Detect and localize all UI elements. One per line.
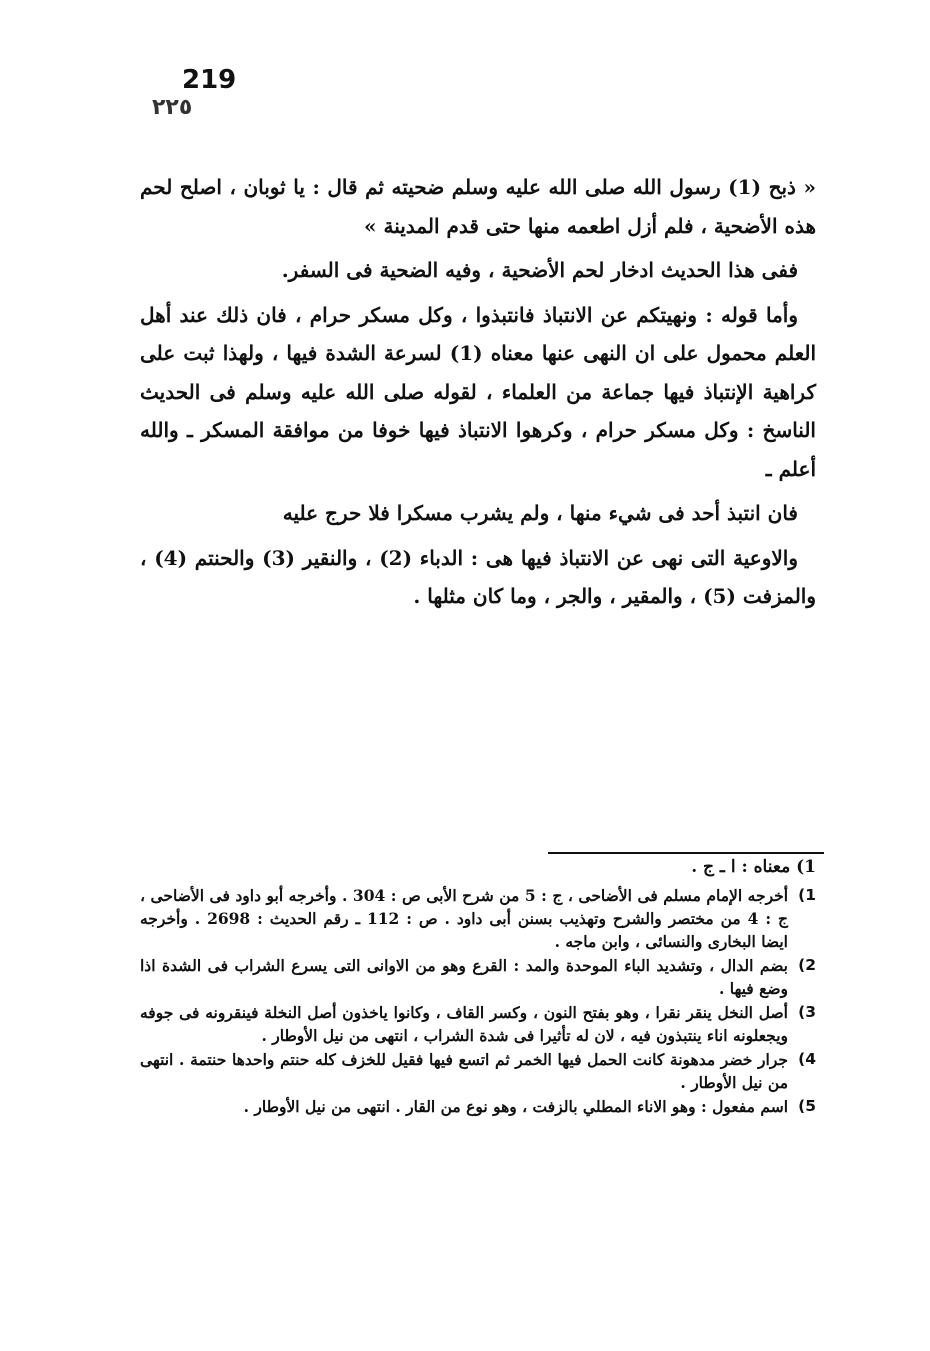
footnote-number: 3) bbox=[798, 1003, 816, 1021]
page-number: 219 bbox=[182, 65, 237, 95]
footnote-item bbox=[140, 1001, 816, 1047]
paragraph-nabidh-ruling: وأما قوله : ونهيتكم عن الانتباذ فانتبذوا ، وكل مسكر حرام ، فان ذلك عند أهل العلم محمول على ان النهى عنها معناه (1) لسرعة الشدة فيها ، ولهذا ثبت على كراهية الإنتباذ فيها جماعة من العلماء ، لقوله صلى الله عليه وسلم فى الحديث الناسخ : وكل مسكر حرام ، وكرهوا الانتباذ فيها خوفا من موافقة المسكر ـ والله أعلم ـ bbox=[140, 302, 817, 481]
paragraph-storage-note: ففى هذا الحديث ادخار لحم الأضحية ، وفيه الضحية فى السفر. bbox=[281, 258, 798, 282]
footnote-text: أصل النخل ينقر نقرا ، وهو بفتح النون ، وكسر القاف ، وكانوا ياخذون أصل النخلة فينقرونه فى جوفه ويجعلونه اناء ينتبذون فيه ، لان له تأثيرا فى شدة الشراب ، انتهى من نيل الأوطار . bbox=[140, 1003, 788, 1045]
footnote-text: جرار خضر مدهونة كانت الحمل فيها الخمر ثم اتسع فيها فقيل للخزف كله حنتم واحدها حنتمة . انتهى من نيل الأوطار . bbox=[140, 1050, 788, 1092]
footnote-divider bbox=[548, 852, 824, 854]
footnotes bbox=[140, 884, 816, 1119]
footnote-item bbox=[140, 1048, 816, 1094]
footnote-number: 2) bbox=[798, 956, 816, 974]
footnote-header-number: 1) bbox=[796, 857, 816, 877]
footnote-text: بضم الدال ، وتشديد الباء الموحدة والمد : القرع وهو من الاوانى التى يسرع الشراب فى الشدة اذا وضع فيها . bbox=[140, 956, 788, 998]
footnote-number: 5) bbox=[798, 1097, 816, 1115]
footnote-item bbox=[140, 954, 816, 1000]
old-page-number: ٢٢٥ bbox=[152, 95, 193, 120]
footnote-item bbox=[140, 1095, 816, 1118]
footnote-text: أخرجه الإمام مسلم فى الأضاحى ، ج : 5 من شرح الأبى ص : 304 . وأخرجه أبو داود فى الأضاحى ، ج : 4 من مختصر والشرح وتهذيب بسنن أبى داود . ص : 112 ـ رقم الحديث : 2698 . وأخرجه ايضا البخارى والنسائى ، وابن ماجه . bbox=[140, 886, 789, 951]
footnote-header bbox=[560, 856, 816, 878]
paragraph-no-harm: فان انتبذ أحد فى شيء منها ، ولم يشرب مسكرا فلا حرج عليه bbox=[282, 501, 798, 525]
footnote-number: 4) bbox=[798, 1050, 816, 1068]
footnote-header-text: معناه : ا ـ ج . bbox=[691, 857, 791, 877]
footnote-number: 1) bbox=[798, 886, 816, 904]
body-text bbox=[140, 168, 816, 622]
paragraph-vessels: والاوعية التى نهى عن الانتباذ فيها هى : الدباء (2) ، والنقير (3) والحنتم (4) ، والمزفت (5) ، والمقير ، والجر ، وما كان مثلها . bbox=[140, 545, 816, 608]
footnote-item bbox=[140, 884, 816, 953]
footnote-text: اسم مفعول : وهو الاناء المطلي بالزفت ، وهو نوع من القار . انتهى من نيل الأوطار . bbox=[243, 1097, 788, 1116]
paragraph-hadith-quote: « ذبح (1) رسول الله صلى الله عليه وسلم ضحيته ثم قال : يا ثوبان ، اصلح لحم هذه الأضحية ، فلم أزل اطعمه منها حتى قدم المدينة » bbox=[140, 175, 817, 238]
